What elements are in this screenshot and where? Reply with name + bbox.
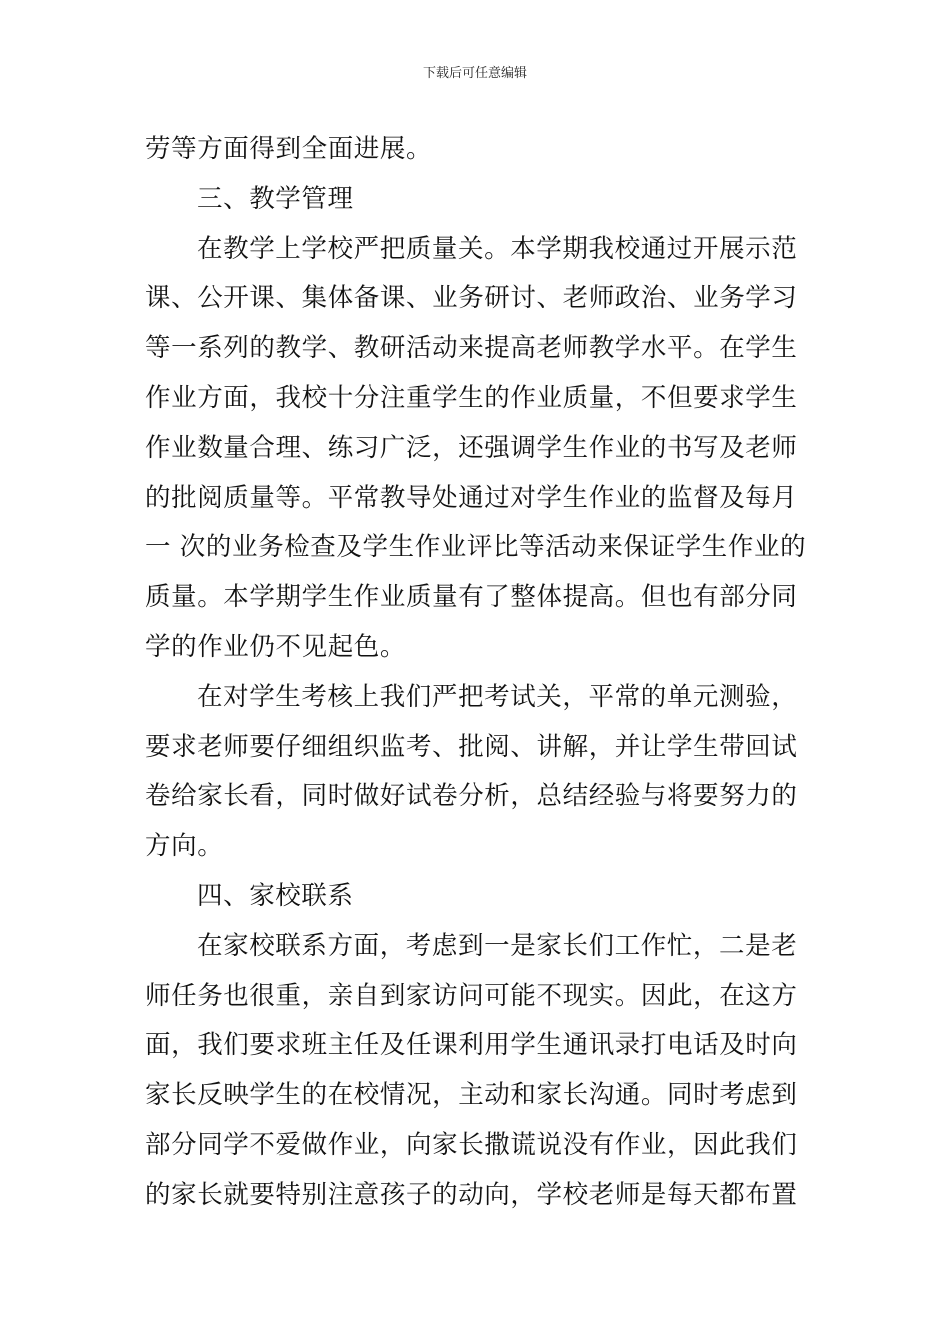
text-line: 师任务也很重，亲自到家访问可能不现实。因此，在这方 [145, 980, 798, 1011]
text-line: 家长反映学生的在校情况，主动和家长沟通。同时考虑到 [145, 1080, 798, 1111]
document-body [145, 125, 810, 1221]
text-line: 要求老师要仔细组织监考、批阅、讲解，并让学生带回试 [145, 731, 798, 762]
section-heading: 四、家校联系 [197, 880, 354, 911]
text-line: 作业数量合理、练习广泛，还强调学生作业的书写及老师 [145, 432, 798, 463]
page-header-note: 下载后可任意编辑 [422, 66, 527, 81]
text-line: 等一系列的教学、教研活动来提高老师教学水平。在学生 [145, 333, 798, 364]
text-line: 的家长就要特别注意孩子的动向，学校老师是每天都布置 [145, 1179, 798, 1210]
text-line: 在教学上学校严把质量关。本学期我校通过开展示范 [197, 233, 798, 264]
section-heading: 三、教学管理 [197, 183, 354, 214]
text-line: 面，我们要求班主任及任课利用学生通讯录打电话及时向 [145, 1030, 798, 1061]
text-line: 的批阅质量等。平常教导处通过对学生作业的监督及每月 [145, 482, 798, 513]
text-line: 劳等方面得到全面进展。 [145, 134, 433, 164]
text-line: 在对学生考核上我们严把考试关，平常的单元测验， [197, 681, 798, 712]
text-line: 学的作业仍不见起色。 [145, 631, 407, 662]
text-line: 方向。 [145, 831, 224, 862]
text-line: 部分同学不爱做作业，向家长撒谎说没有作业，因此我们 [145, 1129, 798, 1160]
text-line: 作业方面，我校十分注重学生的作业质量，不但要求学生 [145, 382, 798, 413]
text-line: 一 次的业务检查及学生作业评比等活动来保证学生作业的 [145, 532, 807, 563]
text-line: 卷给家长看，同时做好试卷分析，总结经验与将要努力的 [145, 781, 798, 812]
text-line: 质量。本学期学生作业质量有了整体提高。但也有部分同 [145, 582, 798, 613]
text-line: 在家校联系方面，考虑到一是家长们工作忙，二是老 [197, 930, 798, 961]
text-line: 课、公开课、集体备课、业务研讨、老师政治、业务学习 [145, 283, 798, 314]
